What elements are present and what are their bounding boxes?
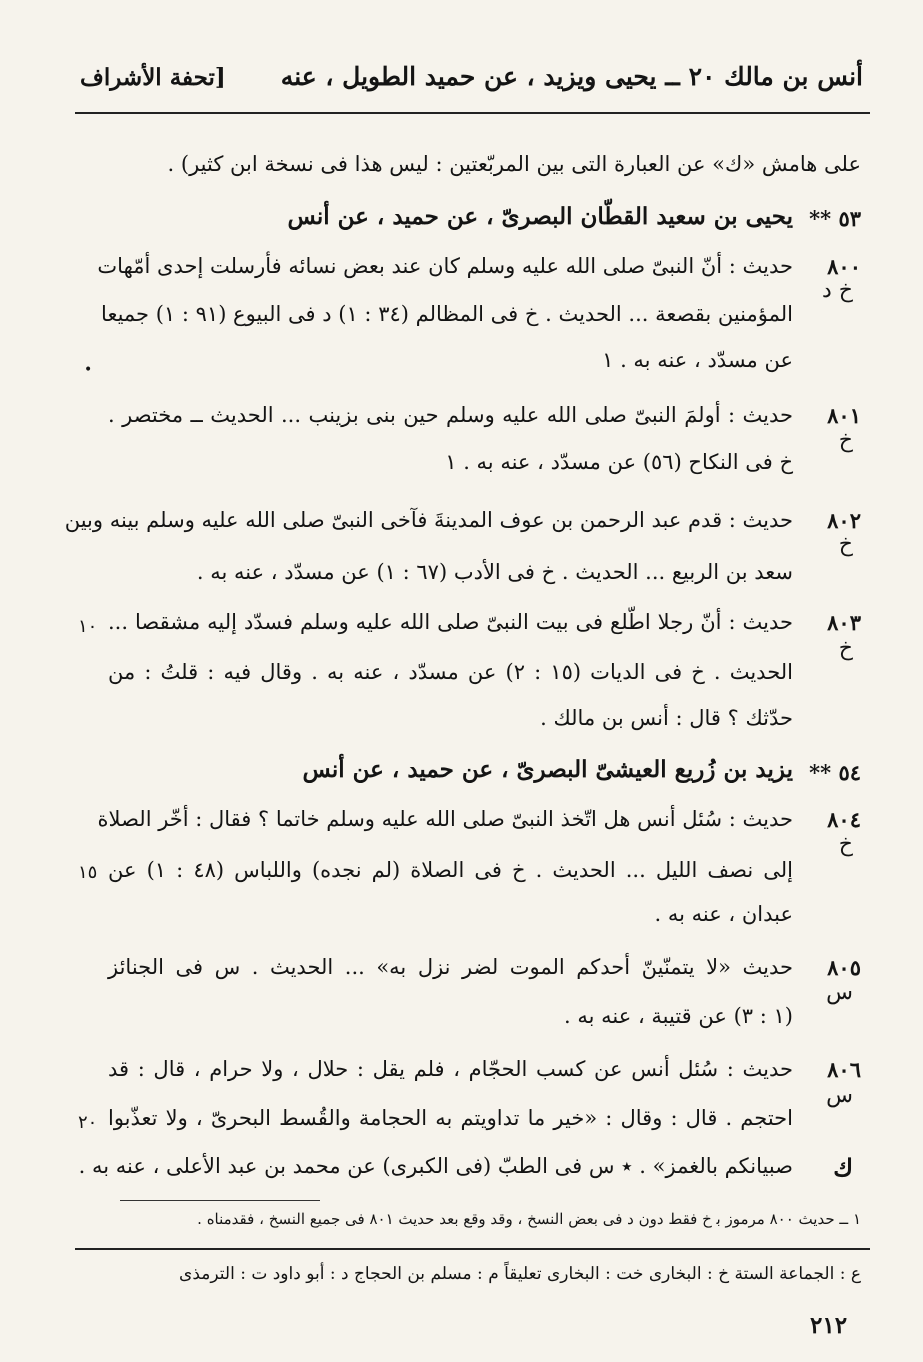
section-chain: يزيد بن زُريع العيشىّ البصرىّ ، عن حميد ، عن أنس [302,756,793,783]
header-rule [75,112,870,114]
hadith-line: سعد بن الربيع ... الحديث . خ فى الأدب (٦٧ : ١) عن مسدّد ، عنه به . [196,560,793,584]
running-header-book: [تحفة الأشراف [80,64,226,91]
hadith-line: (١ : ٣) عن قتيبة ، عنه به . [564,1004,793,1028]
hadith-number: ٨٠١ [827,403,861,428]
running-header-title: أنس بن مالك ٢٠ ــ يحيى ويزيد ، عن حميد الطويل ، عنه [280,62,863,91]
hadith-line: إلى نصف الليل ... الحديث . خ فى الصلاة (لم نجده) واللباس (٤٨ : ١) عن [108,858,793,882]
hadith-line: حديث : سُئل أنس هل اتّخذ النبىّ صلى الله عليه وسلم خاتما ؟ فقال : أخّر الصلاة [97,807,793,831]
hadith-line: حديث : قدم عبد الرحمن بن عوف المدينةَ فآخى النبىّ صلى الله عليه وسلم بينه وبين [64,508,793,532]
sigla-legend: ع : الجماعة الستة خ : البخارى خت : البخارى تعليقاً م : مسلم بن الحجاج د : أبو داود ت : الترمذى [179,1264,861,1284]
footnote-rule [120,1200,320,1201]
hadith-line: صبيانكم بالغمز» . ٭ س فى الطبّ (فى الكبرى) عن محمد بن عبد الأعلى ، عنه به . [78,1154,793,1178]
hadith-line: الحديث . خ فى الديات (١٥ : ٢) عن مسدّد ، عنه به . وقال فيه : قلتُ : من [108,660,793,684]
section-marker: ٥٤ ** [809,760,861,785]
hadith-number: ٨٠٦ [827,1057,861,1082]
hadith-codes: خ [838,636,853,661]
hadith-extra-code: ك [833,1153,853,1182]
hadith-line: حدّثك ؟ قال : أنس بن مالك . [540,706,793,730]
hadith-number: ٨٠٢ [827,508,861,533]
hadith-line: حديث : أنّ رجلا اطّلع فى بيت النبىّ صلى الله عليه وسلم فسدّد إليه مشقصا ... [108,610,793,634]
hadith-number: ٨٠٠ [827,254,861,279]
hadith-codes: خ [838,532,853,557]
hadith-line: عبدان ، عنه به . [654,902,793,926]
page-number: ٢١٢ [810,1312,848,1339]
hadith-line: حديث : أولمَ النبىّ صلى الله عليه وسلم حين بنى بزينب ... الحديث ــ مختصر . [108,403,793,427]
hadith-codes: س [826,980,853,1005]
hadith-line: خ فى النكاح (٥٦) عن مسدّد ، عنه به . ١ [445,450,793,474]
hadith-line: حديث «لا يتمنّينّ أحدكم الموت لضر نزل به» ... الحديث . س فى الجنائز [108,955,793,979]
hadith-codes: خ [838,428,853,453]
margin-line-number: ١٥ [78,862,98,883]
legend-rule [75,1248,870,1250]
hadith-number: ٨٠٣ [827,610,861,635]
hadith-line: حديث : أنّ النبىّ صلى الله عليه وسلم كان عند بعض نسائه فأرسلت إحدى أمّهات [97,254,793,278]
margin-dot: • [84,362,93,378]
section-chain: يحيى بن سعيد القطّان البصرىّ ، عن حميد ، عن أنس [287,203,793,230]
hadith-number: ٨٠٤ [827,807,861,832]
hadith-line: احتجم . قال : وقال : «خير ما تداويتم به الحجامة والقُسط البحرىّ ، ولا تعذّبوا [108,1106,793,1130]
hadith-codes: س [826,1083,853,1108]
intro-line: على هامش «ك» عن العبارة التى بين المربّعتين : ليس هذا فى نسخة ابن كثير) . [167,152,861,176]
hadith-line: حديث : سُئل أنس عن كسب الحجّام ، فلم يقل : حلال ، ولا حرام ، قال : قد [108,1057,793,1081]
hadith-codes: خ [838,832,853,857]
margin-line-number: ٢٠ [78,1112,98,1133]
hadith-line: عن مسدّد ، عنه به . ١ [602,348,793,372]
margin-line-number: ١٠ [78,616,98,637]
section-marker: ٥٣ ** [809,206,861,231]
hadith-codes: خ د [822,278,853,303]
hadith-line: المؤمنين بقصعة ... الحديث . خ فى المظالم (٣٤ : ١) د فى البيوع (٩١ : ١) جميعا [101,302,793,326]
footnote: ١ ــ حديث ٨٠٠ مرموز ب‍ خ فقط دون د فى بعض النسخ ، وقد وقع بعد حديث ٨٠١ فى جميع النسخ ، فقدمناه . [197,1210,861,1228]
hadith-number: ٨٠٥ [827,955,861,980]
